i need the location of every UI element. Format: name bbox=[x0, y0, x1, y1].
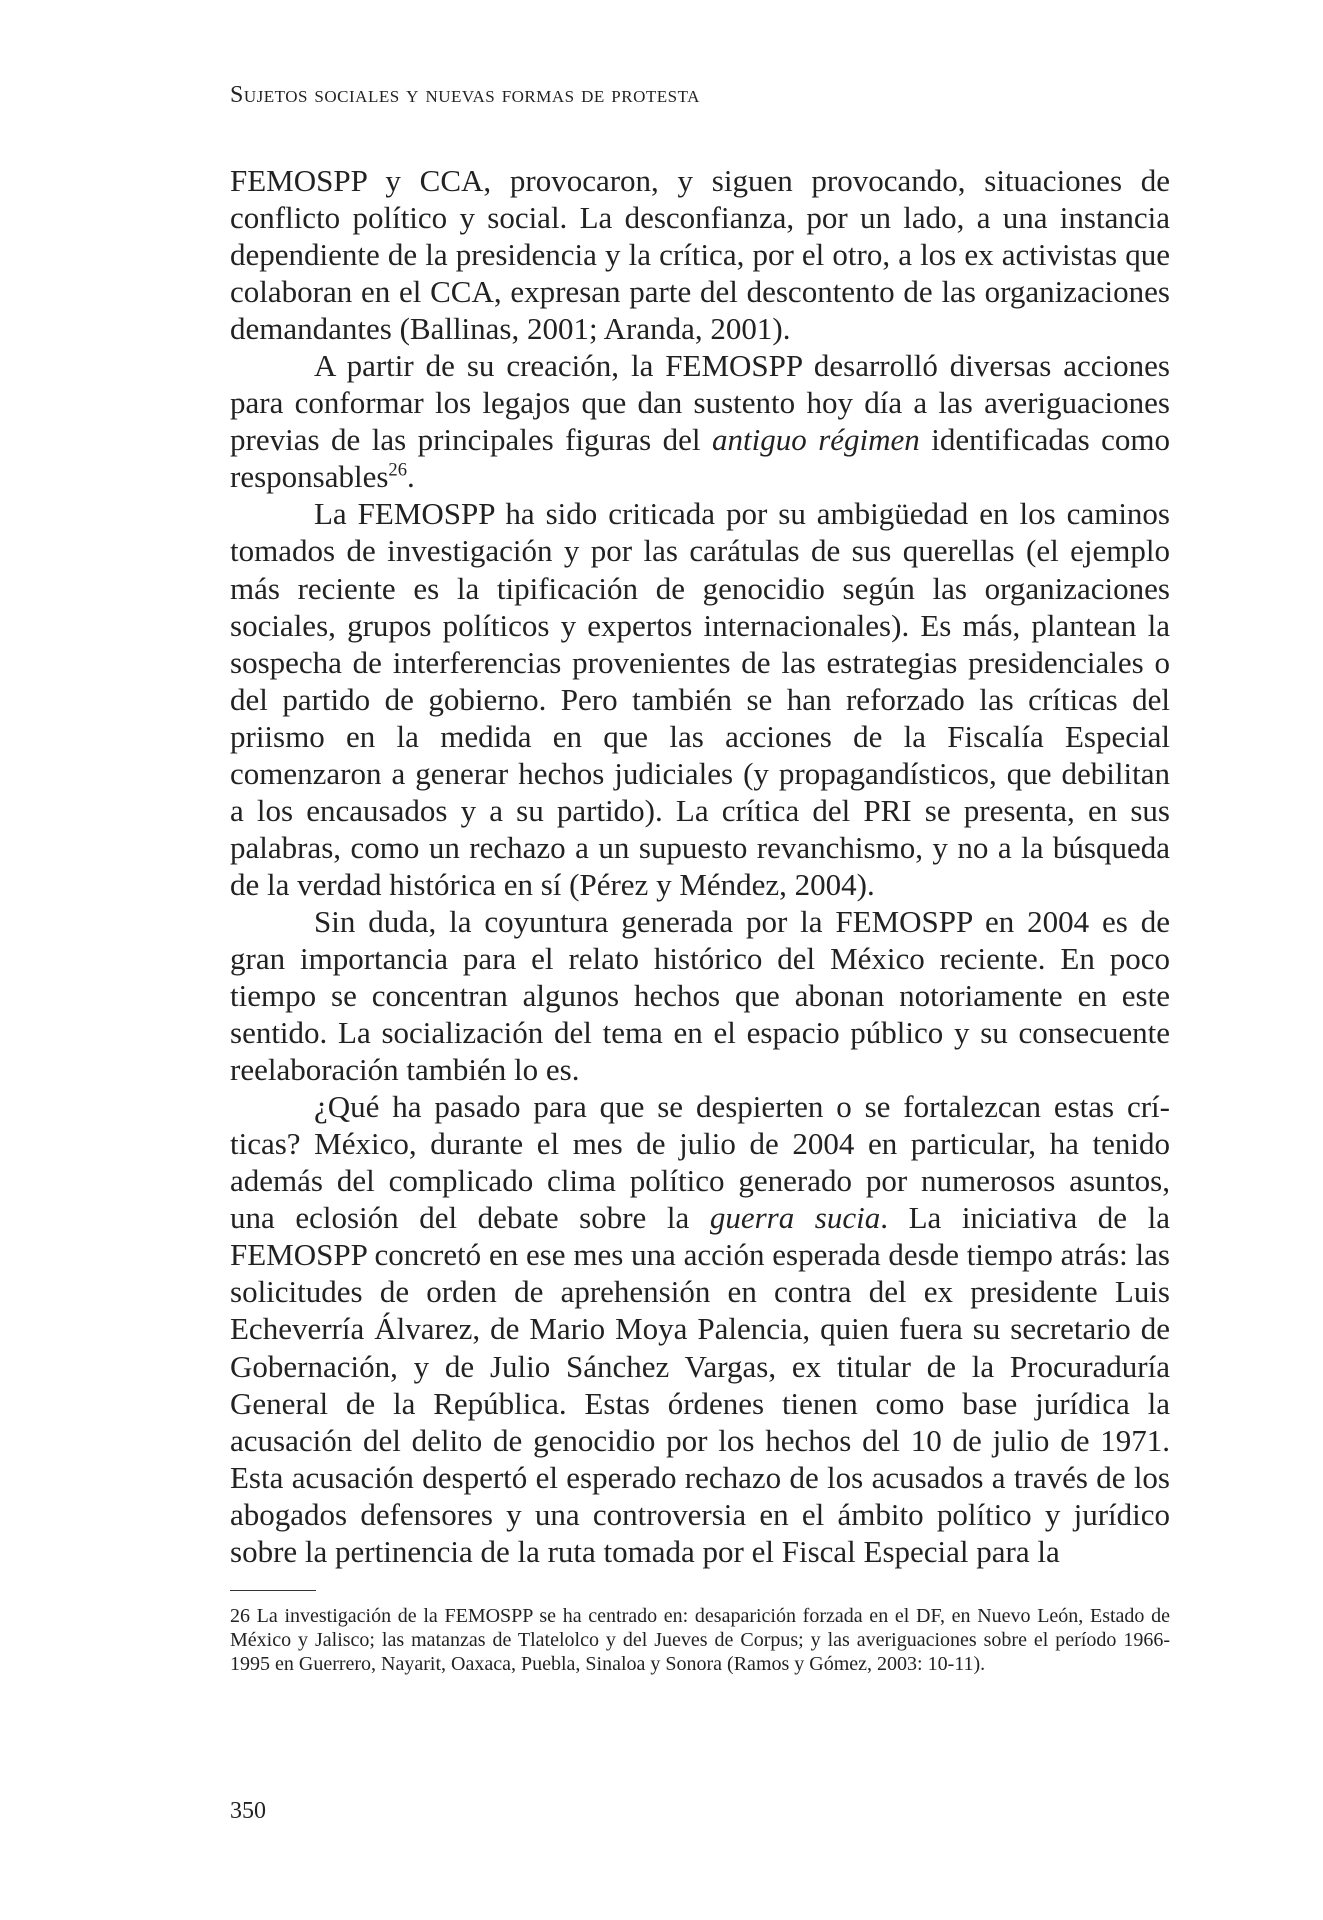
paragraph-5 bbox=[230, 1088, 1170, 1570]
paragraph-1: FEMOSPP y CCA, provocaron, y siguen provocando, situaciones de conflicto político y social. La desconfianza, por un lado, a una instancia dependiente de la presidencia y la crítica, por el otro, a los ex activistas que colaboran en el CCA, expresan parte del descontento de las organizaciones demandantes (Ballinas, 2001; Aranda, 2001). bbox=[230, 163, 1170, 347]
running-head: Sujetos sociales y nuevas formas de protesta bbox=[230, 82, 700, 108]
paragraph-5-italic: guerra sucia bbox=[709, 1200, 881, 1236]
body-text bbox=[230, 162, 1170, 1570]
paragraph-2-italic: antiguo régimen bbox=[712, 422, 920, 458]
footnote-26: 26 La investigación de la FEMOSPP se ha centrado en: desaparición forzada en el DF, en Nuevo León, Estado de México y Jalisco; las matanzas de Tlatelolco y del Jueves de Corpus; y las averiguaciones sobre el período 1966-1995 en Guerrero, Nayarit, Oaxaca, Puebla, Sinaloa y Sonora (Ramos y Gómez, 2003: 10-11). bbox=[230, 1605, 1170, 1675]
paragraph-3: La FEMOSPP ha sido criticada por su ambigüedad en los caminos tomados de investigación y por las carátulas de sus querellas (el ejemplo más reciente es la tipificación de genocidio según las organizaciones sociales, grupos políticos y expertos internacionales). Es más, plantean la sospecha de interferencias provenientes de las estrategias presidenciales o del partido de gobierno. Pero también se han reforzado las críticas del priismo en la medida en que las acciones de la Fiscalía Especial comenzaron a generar hechos judiciales (y propagandísticos, que debilitan a los encausados y a su partido). La crítica del PRI se presenta, en sus palabras, como un rechazo a un supuesto revanchismo, y no a la búsqueda de la verdad histórica en sí (Pérez y Méndez, 2004). bbox=[230, 496, 1170, 902]
paragraph-5-text-a: ¿Qué ha pasado para que se despierten o se fortalezcan estas críticas? México, durante el mes de julio de 2004 en particular, ha tenido además del complicado clima político generado por numerosos asuntos, una eclosión del debate sobre la bbox=[230, 1089, 1170, 1236]
page-number: 350 bbox=[230, 1798, 266, 1824]
paragraph-2 bbox=[230, 347, 1170, 495]
paragraph-2-text-b: identificadas como responsables bbox=[230, 422, 1171, 495]
paragraph-4: Sin duda, la coyuntura generada por la FEMOSPP en 2004 es de gran importancia para el relato histórico del México reciente. En poco tiempo se concentran algunos hechos que abonan notoriamente en este sentido. La socialización del tema en el espacio público y su consecuente reelaboración también lo es. bbox=[230, 903, 1170, 1088]
footnote-divider bbox=[230, 1590, 316, 1591]
footnote-section bbox=[230, 1604, 1170, 1676]
paragraph-2-text-a: A partir de su creación, la FEMOSPP desarrolló diversas acciones para conformar los legajos que dan sustento hoy día a las averiguaciones previas de las principales figuras del bbox=[230, 348, 1170, 458]
footnote-ref-26[interactable]: 26 bbox=[388, 460, 407, 482]
paragraph-2-text-c: . bbox=[407, 459, 415, 495]
paragraph-5-text-b: . La iniciativa de la FEMOSPP concretó en ese mes una acción esperada desde tiempo atrás: las solicitudes de orden de aprehensión en contra del ex presidente Luis Echeverría Álvarez, de Mario Moya Palencia, quien fuera su secretario de Gobernación, y de Julio Sánchez Vargas, ex titular de la Procuraduría General de la República. Estas órdenes tienen como base jurídica la acusación del delito de genocidio por los hechos del 10 de julio de 1971. Esta acusación despertó el esperado rechazo de los acusados a través de los abogados defensores y una controversia en el ámbito político y jurídico sobre la pertinencia de la ruta tomada por el Fiscal Especial para la bbox=[230, 1200, 1170, 1569]
